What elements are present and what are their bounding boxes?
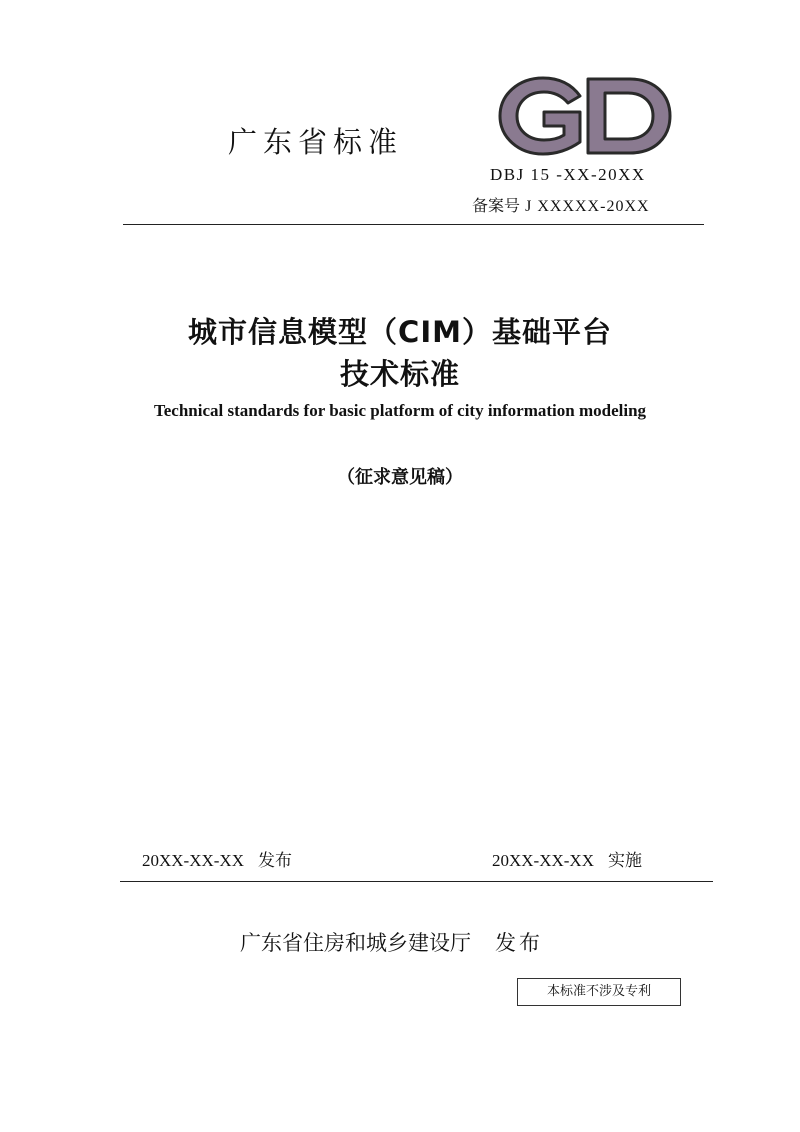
draft-status: （征求意见稿） xyxy=(337,467,463,488)
document-title-line1: 城市信息模型（CIM）基础平台 xyxy=(188,315,612,349)
header-divider xyxy=(123,224,704,225)
publisher-row xyxy=(240,927,543,957)
document-title-line2: 技术标准 xyxy=(339,357,460,391)
record-label: 备案号 xyxy=(472,196,521,215)
patent-notice: 本标准不涉及专利 xyxy=(517,978,681,1006)
footer-divider xyxy=(120,881,713,882)
standard-category: 广东省标准 xyxy=(228,125,404,159)
publisher-action: 发布 xyxy=(495,931,543,955)
publish-date-row xyxy=(142,846,292,871)
gd-logo xyxy=(498,76,672,156)
publisher-name: 广东省住房和城乡建设厅 xyxy=(240,931,471,955)
gd-logo-graphic xyxy=(498,76,672,156)
record-number-row xyxy=(472,193,650,216)
document-title-english: Technical standards for basic platform of city information modeling xyxy=(153,401,647,420)
implement-date-row xyxy=(492,846,642,871)
implement-date: 20XX-XX-XX xyxy=(492,851,594,870)
implement-label: 实施 xyxy=(607,851,642,871)
publish-date: 20XX-XX-XX xyxy=(142,851,244,870)
record-number: J XXXXX-20XX xyxy=(525,198,650,215)
publish-label: 发布 xyxy=(257,851,292,871)
standard-code: DBJ 15 -XX-20XX xyxy=(490,165,646,184)
